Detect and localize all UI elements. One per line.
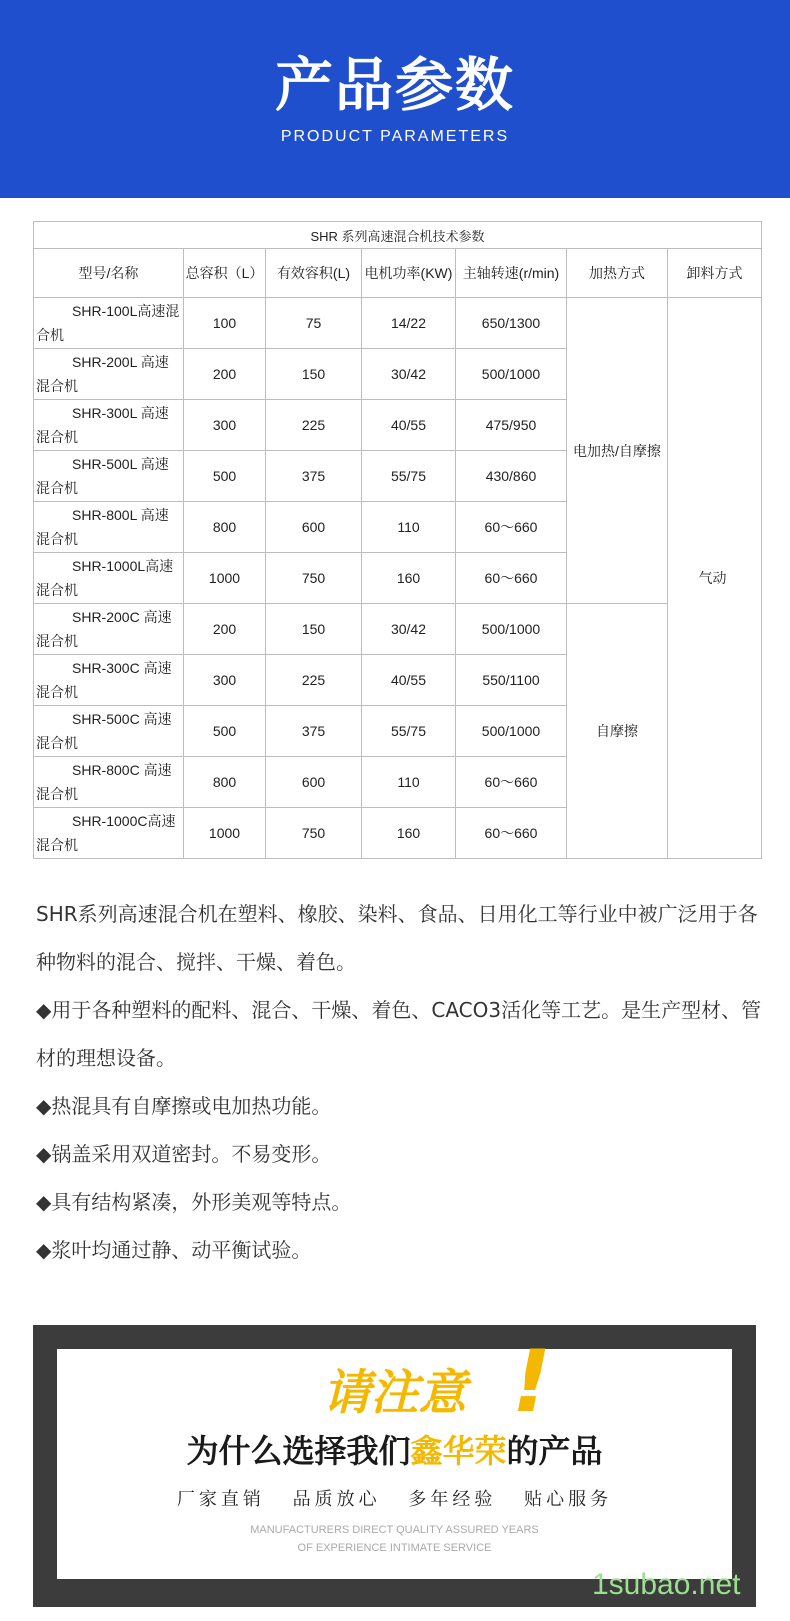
motor-power-cell: 40/55: [362, 400, 456, 451]
model-cell: SHR-100L高速混 合机: [34, 298, 184, 349]
watermark: 1subao.net: [592, 1568, 741, 1601]
table-row: [34, 298, 762, 349]
total-volume-cell: 1000: [184, 553, 266, 604]
motor-power-cell: 30/42: [362, 604, 456, 655]
spindle-speed-cell: 60～660: [456, 808, 567, 859]
model-cell: SHR-200C 高速 混合机: [34, 604, 184, 655]
model-cell: SHR-1000L高速 混合机: [34, 553, 184, 604]
model-cell: SHR-300L 高速 混合机: [34, 400, 184, 451]
header-banner: [0, 0, 790, 198]
motor-power-cell: 55/75: [362, 706, 456, 757]
effective-volume-cell: 150: [266, 604, 362, 655]
spindle-speed-cell: 475/950: [456, 400, 567, 451]
model-cell: SHR-800L 高速 混合机: [34, 502, 184, 553]
spindle-speed-cell: 500/1000: [456, 349, 567, 400]
total-volume-cell: 800: [184, 757, 266, 808]
total-volume-cell: 500: [184, 706, 266, 757]
column-header: 有效容积(L): [266, 249, 362, 298]
motor-power-cell: 30/42: [362, 349, 456, 400]
total-volume-cell: 800: [184, 502, 266, 553]
effective-volume-cell: 750: [266, 808, 362, 859]
effective-volume-cell: 600: [266, 757, 362, 808]
total-volume-cell: 300: [184, 400, 266, 451]
parameters-table-container: [33, 221, 761, 859]
model-cell: SHR-800C 高速 混合机: [34, 757, 184, 808]
heating-method-cell: 自摩擦: [567, 604, 668, 859]
exclamation-mark: !: [512, 1332, 552, 1432]
motor-power-cell: 14/22: [362, 298, 456, 349]
total-volume-cell: 300: [184, 655, 266, 706]
column-header: 主轴转速(r/min): [456, 249, 567, 298]
page-title: 产品参数: [274, 51, 515, 119]
spindle-speed-cell: 60～660: [456, 502, 567, 553]
column-header: 卸料方式: [668, 249, 762, 298]
table-header-row: [34, 249, 762, 298]
spindle-speed-cell: 60～660: [456, 757, 567, 808]
model-cell: SHR-500C 高速 混合机: [34, 706, 184, 757]
notice-english: MANUFACTURERS DIRECT QUALITY ASSURED YEARS OF EXPERIENCE INTIMATE SERVICE: [250, 1524, 539, 1554]
effective-volume-cell: 225: [266, 400, 362, 451]
product-description: [36, 890, 764, 1274]
column-header: 加热方式: [567, 249, 668, 298]
spindle-speed-cell: 430/860: [456, 451, 567, 502]
column-header: 电机功率(KW): [362, 249, 456, 298]
page-subtitle: PRODUCT PARAMETERS: [280, 128, 510, 145]
spindle-speed-cell: 60～660: [456, 553, 567, 604]
spindle-speed-cell: 500/1000: [456, 706, 567, 757]
total-volume-cell: 200: [184, 349, 266, 400]
motor-power-cell: 160: [362, 808, 456, 859]
effective-volume-cell: 75: [266, 298, 362, 349]
effective-volume-cell: 225: [266, 655, 362, 706]
total-volume-cell: 1000: [184, 808, 266, 859]
motor-power-cell: 110: [362, 502, 456, 553]
column-header: 总容积（L）: [184, 249, 266, 298]
spindle-speed-cell: 500/1000: [456, 604, 567, 655]
discharge-method-cell: 气动: [668, 298, 762, 859]
effective-volume-cell: 750: [266, 553, 362, 604]
notice-question: 为什么选择我们鑫华荣的产品: [186, 1432, 603, 1470]
feature-item: ◆锅盖采用双道密封。不易变形。: [36, 1142, 332, 1166]
notice-features: 厂家直销 品质放心 多年经验 贴心服务: [176, 1489, 613, 1510]
spindle-speed-cell: 650/1300: [456, 298, 567, 349]
description-paragraph: SHR系列高速混合机在塑料、橡胶、染料、食品、日用化工等行业中被广泛用于各种物料的混合、搅拌、干燥、着色。: [36, 902, 758, 974]
model-cell: SHR-300C 高速 混合机: [34, 655, 184, 706]
model-cell: SHR-500L 高速 混合机: [34, 451, 184, 502]
feature-item: ◆用于各种塑料的配料、混合、干燥、着色、CACO3活化等工艺。是生产型材、管材的理想设备。: [36, 998, 762, 1070]
notice-banner: [33, 1325, 756, 1607]
motor-power-cell: 160: [362, 553, 456, 604]
notice-title: 请注意: [322, 1365, 467, 1421]
feature-item: ◆热混具有自摩擦或电加热功能。: [36, 1094, 332, 1118]
parameters-table: [33, 221, 762, 859]
motor-power-cell: 110: [362, 757, 456, 808]
table-caption: SHR 系列高速混合机技术参数: [34, 222, 762, 249]
motor-power-cell: 55/75: [362, 451, 456, 502]
table-body: [34, 298, 762, 859]
effective-volume-cell: 375: [266, 451, 362, 502]
spindle-speed-cell: 550/1100: [456, 655, 567, 706]
model-cell: SHR-1000C高速 混合机: [34, 808, 184, 859]
heating-method-cell: 电加热/自摩擦: [567, 298, 668, 604]
notice-card: [57, 1332, 732, 1579]
column-header: 型号/名称: [34, 249, 184, 298]
effective-volume-cell: 375: [266, 706, 362, 757]
effective-volume-cell: 600: [266, 502, 362, 553]
model-cell: SHR-200L 高速 混合机: [34, 349, 184, 400]
feature-item: ◆浆叶均通过静、动平衡试验。: [36, 1238, 312, 1262]
brand-name: 鑫华荣: [410, 1432, 507, 1470]
feature-item: ◆具有结构紧凑，外形美观等特点。: [36, 1190, 352, 1214]
total-volume-cell: 200: [184, 604, 266, 655]
effective-volume-cell: 150: [266, 349, 362, 400]
total-volume-cell: 100: [184, 298, 266, 349]
total-volume-cell: 500: [184, 451, 266, 502]
motor-power-cell: 40/55: [362, 655, 456, 706]
table-row: [34, 604, 762, 655]
